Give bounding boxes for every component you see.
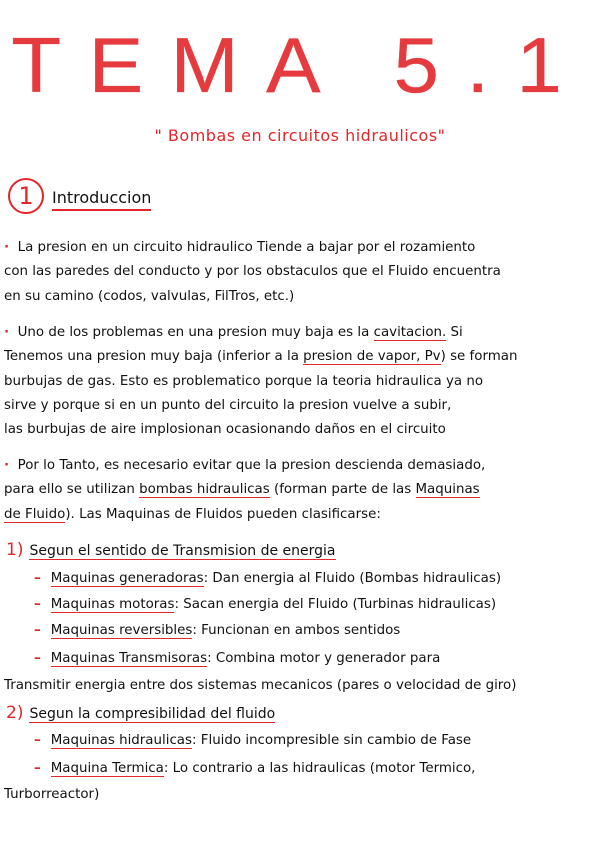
- paragraph-line: en su camino (codos, valvulas, FilTros, etc.): [4, 288, 295, 304]
- paragraph-line: [4, 478, 598, 502]
- item-desc: : Funcionan en ambos sentidos: [192, 623, 401, 638]
- paragraph-intro: [4, 236, 598, 309]
- section-title: Introduccion: [52, 188, 151, 211]
- term-cavitacion: cavitacion.: [373, 325, 447, 340]
- list-item: [34, 571, 501, 586]
- term-presion-de-vapor: presion de vapor, Pv: [303, 349, 441, 365]
- text: Si: [446, 325, 463, 340]
- text: (forman parte de las: [269, 482, 416, 498]
- term-de-fluido: de Fluido: [4, 506, 66, 522]
- list-item: [34, 651, 440, 666]
- text: La presion en un circuito hidraulico Tiende a bajar por el rozamiento: [17, 240, 476, 255]
- classification-title: Segun el sentido de Transmision de energia: [29, 543, 336, 559]
- classification-number: 1): [6, 540, 24, 560]
- text: Tenemos una presion muy baja (inferior a la: [4, 349, 304, 365]
- page-subtitle: " Bombas en circuitos hidraulicos": [154, 126, 446, 145]
- dash-bullet: –: [34, 651, 41, 666]
- text: Por lo Tanto, es necesario evitar que la presion descienda demasiado,: [17, 458, 486, 473]
- list-item: [34, 761, 475, 776]
- term-bombas-hidraulicas: bombas hidraulicas: [139, 482, 270, 498]
- list-item-continuation: Transmitir energia entre dos sistemas mecanicos (pares o velocidad de giro): [4, 678, 517, 693]
- dash-bullet: –: [34, 623, 41, 638]
- item-term: Maquinas Transmisoras: [50, 651, 208, 666]
- paragraph-bombas: [4, 454, 598, 527]
- paragraph-line: [4, 503, 598, 527]
- item-desc: : Fluido incompresible sin cambio de Fase: [192, 733, 472, 748]
- paragraph-line: [4, 454, 598, 478]
- item-term: Maquinas generadoras: [50, 571, 204, 586]
- dash-bullet: –: [34, 761, 41, 776]
- text: para ello se utilizan: [4, 482, 140, 498]
- dash-bullet: –: [34, 733, 41, 748]
- list-item: [34, 597, 496, 612]
- section-number-badge: 1: [8, 178, 44, 214]
- paragraph-line: [4, 345, 598, 369]
- classification-2-heading: [6, 703, 275, 723]
- item-desc: : Sacan energia del Fluido (Turbinas hidraulicas): [174, 597, 497, 612]
- text: Uno de los problemas en una presion muy baja es la: [17, 325, 374, 340]
- page-title: TEMA 5.1: [11, 21, 589, 109]
- dash-bullet: –: [34, 597, 41, 612]
- paragraph-line: [4, 321, 598, 345]
- term-maquinas: Maquinas: [415, 482, 480, 498]
- text: ) se forman: [440, 349, 518, 365]
- paragraph-cavitation: [4, 321, 598, 442]
- text: ). Las Maquinas de Fluidos pueden clasificarse:: [65, 506, 381, 522]
- item-desc: : Lo contrario a las hidraulicas (motor Termico,: [163, 761, 476, 776]
- paragraph-line: con las paredes del conducto y por los obstaculos que el Fluido encuentra: [4, 264, 501, 280]
- list-item: [34, 623, 400, 638]
- paragraph-line: [4, 236, 598, 260]
- bullet-dot: ·: [4, 325, 10, 340]
- list-item: [34, 733, 471, 748]
- paragraph-line: burbujas de gas. Esto es problematico porque la teoria hidraulica ya no: [4, 373, 484, 389]
- item-term: Maquinas reversibles: [50, 623, 193, 638]
- dash-bullet: –: [34, 571, 41, 586]
- classification-title: Segun la compresibilidad del fluido: [29, 706, 276, 722]
- list-item-continuation: Turborreactor): [4, 787, 100, 802]
- classification-number: 2): [6, 703, 24, 723]
- bullet-dot: ·: [4, 458, 10, 473]
- item-term: Maquina Termica: [50, 761, 164, 776]
- item-desc: : Dan energia al Fluido (Bombas hidraulicas): [203, 571, 502, 586]
- item-term: Maquinas motoras: [50, 597, 175, 612]
- paragraph-line: las burbujas de aire implosionan ocasionando daños en el circuito: [4, 422, 446, 438]
- item-desc: : Combina motor y generador para: [207, 651, 441, 666]
- paragraph-line: sirve y porque si en un punto del circuito la presion vuelve a subir,: [4, 397, 452, 413]
- item-term: Maquinas hidraulicas: [50, 733, 192, 748]
- classification-1-heading: [6, 540, 336, 560]
- bullet-dot: ·: [4, 240, 10, 255]
